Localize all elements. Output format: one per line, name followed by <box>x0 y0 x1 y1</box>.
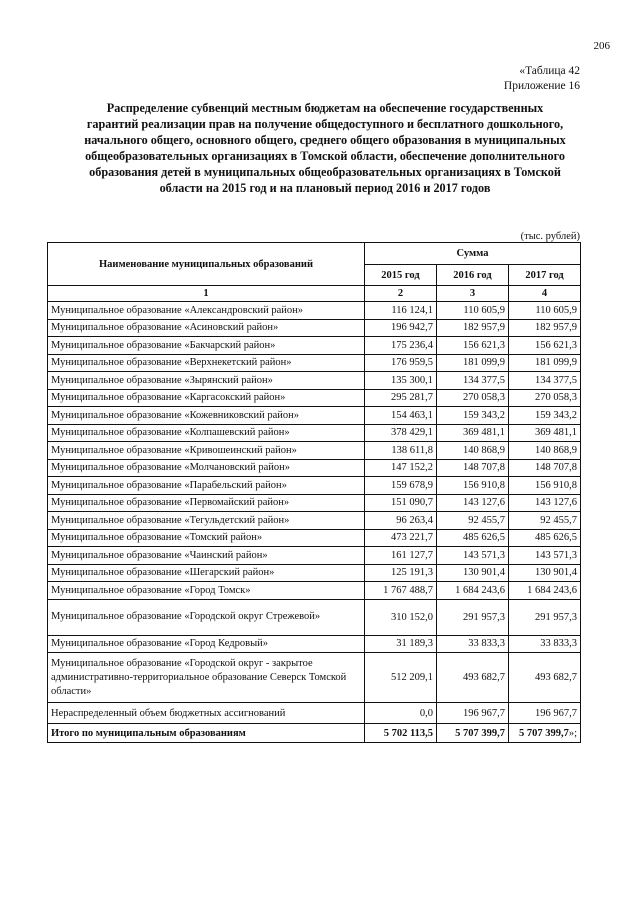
appendix-table-number: «Таблица 42 <box>519 65 580 77</box>
value-2016: 485 626,5 <box>437 529 509 547</box>
value-2015: 159 678,9 <box>365 477 437 495</box>
table-row <box>48 302 581 320</box>
column-number: 3 <box>437 286 509 302</box>
value-2017: 134 377,5 <box>509 372 581 390</box>
value-2015: 0,0 <box>365 703 437 724</box>
table-row <box>48 703 581 724</box>
header-year-2017: 2017 год <box>509 265 581 286</box>
municipality-name: Муниципальное образование «Колпашевский район» <box>48 424 365 442</box>
document-title: Распределение субвенций местным бюджетам на обеспечение государственных гарантий реализации прав на получение общедоступного и бесплатного дошкольного, начального общего, основного общего, среднего общего образования в муниципальных общеобразовательных организациях в Томской области, обеспечение дополнительного образования детей в муниципальных общеобразовательных организациях в Томской области на 2015 год и на плановый период 2016 и 2017 годов <box>84 101 566 195</box>
value-2015: 196 942,7 <box>365 319 437 337</box>
value-2016: 1 684 243,6 <box>437 582 509 600</box>
value-2017: 130 901,4 <box>509 564 581 582</box>
table-row <box>48 635 581 653</box>
municipality-name: Муниципальное образование «Бакчарский район» <box>48 337 365 355</box>
value-2016: 159 343,2 <box>437 407 509 425</box>
value-2016: 143 571,3 <box>437 547 509 565</box>
value-2016: 181 099,9 <box>437 354 509 372</box>
value-2015: 125 191,3 <box>365 564 437 582</box>
column-number: 2 <box>365 286 437 302</box>
subsidy-distribution-table <box>47 242 581 743</box>
value-2015: 31 189,3 <box>365 635 437 653</box>
value-2016: 134 377,5 <box>437 372 509 390</box>
value-2017: 182 957,9 <box>509 319 581 337</box>
total-2017-cell <box>509 724 581 743</box>
value-2015: 161 127,7 <box>365 547 437 565</box>
value-2017: 156 910,8 <box>509 477 581 495</box>
municipality-name: Муниципальное образование «Кожевниковский район» <box>48 407 365 425</box>
value-2016: 196 967,7 <box>437 703 509 724</box>
table-body <box>48 302 581 743</box>
municipality-name: Муниципальное образование «Чаинский район» <box>48 547 365 565</box>
value-2017: 143 127,6 <box>509 494 581 512</box>
table-row <box>48 529 581 547</box>
table-row <box>48 337 581 355</box>
value-2015: 116 124,1 <box>365 302 437 320</box>
appendix-reference <box>504 64 580 94</box>
value-2017: 148 707,8 <box>509 459 581 477</box>
value-2016: 33 833,3 <box>437 635 509 653</box>
value-2017: 196 967,7 <box>509 703 581 724</box>
value-2017: 33 833,3 <box>509 635 581 653</box>
total-2017: 5 707 399,7 <box>518 727 569 739</box>
value-2017: 1 684 243,6 <box>509 582 581 600</box>
total-label: Итого по муниципальным образованиям <box>48 724 365 743</box>
table-row <box>48 582 581 600</box>
municipality-name: Муниципальное образование «Каргасокский район» <box>48 389 365 407</box>
header-sum: Сумма <box>365 243 581 265</box>
table-row <box>48 477 581 495</box>
value-2015: 151 090,7 <box>365 494 437 512</box>
value-2017: 159 343,2 <box>509 407 581 425</box>
value-2015: 138 611,8 <box>365 442 437 460</box>
value-2016: 369 481,1 <box>437 424 509 442</box>
municipality-name: Муниципальное образование «Зырянский район» <box>48 372 365 390</box>
value-2015: 1 767 488,7 <box>365 582 437 600</box>
value-2015: 176 959,5 <box>365 354 437 372</box>
table-row <box>48 564 581 582</box>
table-row <box>48 319 581 337</box>
table-row <box>48 424 581 442</box>
value-2015: 147 152,2 <box>365 459 437 477</box>
value-2017: 485 626,5 <box>509 529 581 547</box>
table-row <box>48 407 581 425</box>
municipality-name: Муниципальное образование «Александровский район» <box>48 302 365 320</box>
table-row <box>48 547 581 565</box>
value-2016: 130 901,4 <box>437 564 509 582</box>
value-2017: 110 605,9 <box>509 302 581 320</box>
table-row <box>48 442 581 460</box>
value-2015: 135 300,1 <box>365 372 437 390</box>
municipality-name: Муниципальное образование «Тегульдетский район» <box>48 512 365 530</box>
municipality-name: Муниципальное образование «Томский район» <box>48 529 365 547</box>
value-2015: 96 263,4 <box>365 512 437 530</box>
value-2017: 143 571,3 <box>509 547 581 565</box>
municipality-name: Муниципальное образование «Шегарский район» <box>48 564 365 582</box>
value-2017: 140 868,9 <box>509 442 581 460</box>
value-2016: 148 707,8 <box>437 459 509 477</box>
value-2015: 512 209,1 <box>365 653 437 703</box>
value-2017: 291 957,3 <box>509 599 581 635</box>
municipality-name: Муниципальное образование «Асиновский район» <box>48 319 365 337</box>
value-2015: 154 463,1 <box>365 407 437 425</box>
municipality-name: Муниципальное образование «Молчановский район» <box>48 459 365 477</box>
table-row <box>48 494 581 512</box>
value-2017: 270 058,3 <box>509 389 581 407</box>
municipality-name: Муниципальное образование «Первомайский район» <box>48 494 365 512</box>
value-2015: 378 429,1 <box>365 424 437 442</box>
value-2016: 92 455,7 <box>437 512 509 530</box>
value-2016: 493 682,7 <box>437 653 509 703</box>
value-2016: 143 127,6 <box>437 494 509 512</box>
value-2016: 270 058,3 <box>437 389 509 407</box>
municipality-name: Муниципальное образование «Город Томск» <box>48 582 365 600</box>
page-number: 206 <box>593 40 610 52</box>
value-2017: 181 099,9 <box>509 354 581 372</box>
table-row <box>48 653 581 703</box>
value-2016: 291 957,3 <box>437 599 509 635</box>
value-2017: 493 682,7 <box>509 653 581 703</box>
municipality-name: Муниципальное образование «Верхнекетский район» <box>48 354 365 372</box>
value-2017: 369 481,1 <box>509 424 581 442</box>
value-2016: 156 910,8 <box>437 477 509 495</box>
header-year-2015: 2015 год <box>365 265 437 286</box>
units-label: (тыс. рублей) <box>520 231 580 242</box>
column-number: 1 <box>48 286 365 302</box>
total-2016: 5 707 399,7 <box>437 724 509 743</box>
value-2016: 156 621,3 <box>437 337 509 355</box>
value-2015: 310 152,0 <box>365 599 437 635</box>
table-row <box>48 389 581 407</box>
municipality-name: Муниципальное образование «Городской округ - закрытое административно-территориальное образование Северск Томской области» <box>48 653 365 703</box>
municipality-name: Муниципальное образование «Кривошеинский район» <box>48 442 365 460</box>
municipality-name: Муниципальное образование «Городской округ Стрежевой» <box>48 599 365 635</box>
table-row <box>48 459 581 477</box>
unallocated-label: Нераспределенный объем бюджетных ассигнований <box>48 703 365 724</box>
value-2017: 156 621,3 <box>509 337 581 355</box>
table-row <box>48 372 581 390</box>
header-name: Наименование муниципальных образований <box>48 243 365 286</box>
municipality-name: Муниципальное образование «Город Кедровый» <box>48 635 365 653</box>
total-row <box>48 724 581 743</box>
header-year-2016: 2016 год <box>437 265 509 286</box>
value-2016: 182 957,9 <box>437 319 509 337</box>
column-number: 4 <box>509 286 581 302</box>
total-2015: 5 702 113,5 <box>365 724 437 743</box>
municipality-name: Муниципальное образование «Парабельский район» <box>48 477 365 495</box>
table-row <box>48 599 581 635</box>
table-row <box>48 354 581 372</box>
appendix-number: Приложение 16 <box>503 80 580 92</box>
value-2017: 92 455,7 <box>509 512 581 530</box>
closing-quote: »; <box>568 727 578 739</box>
value-2015: 295 281,7 <box>365 389 437 407</box>
value-2015: 175 236,4 <box>365 337 437 355</box>
value-2016: 110 605,9 <box>437 302 509 320</box>
table-row <box>48 512 581 530</box>
value-2016: 140 868,9 <box>437 442 509 460</box>
value-2015: 473 221,7 <box>365 529 437 547</box>
